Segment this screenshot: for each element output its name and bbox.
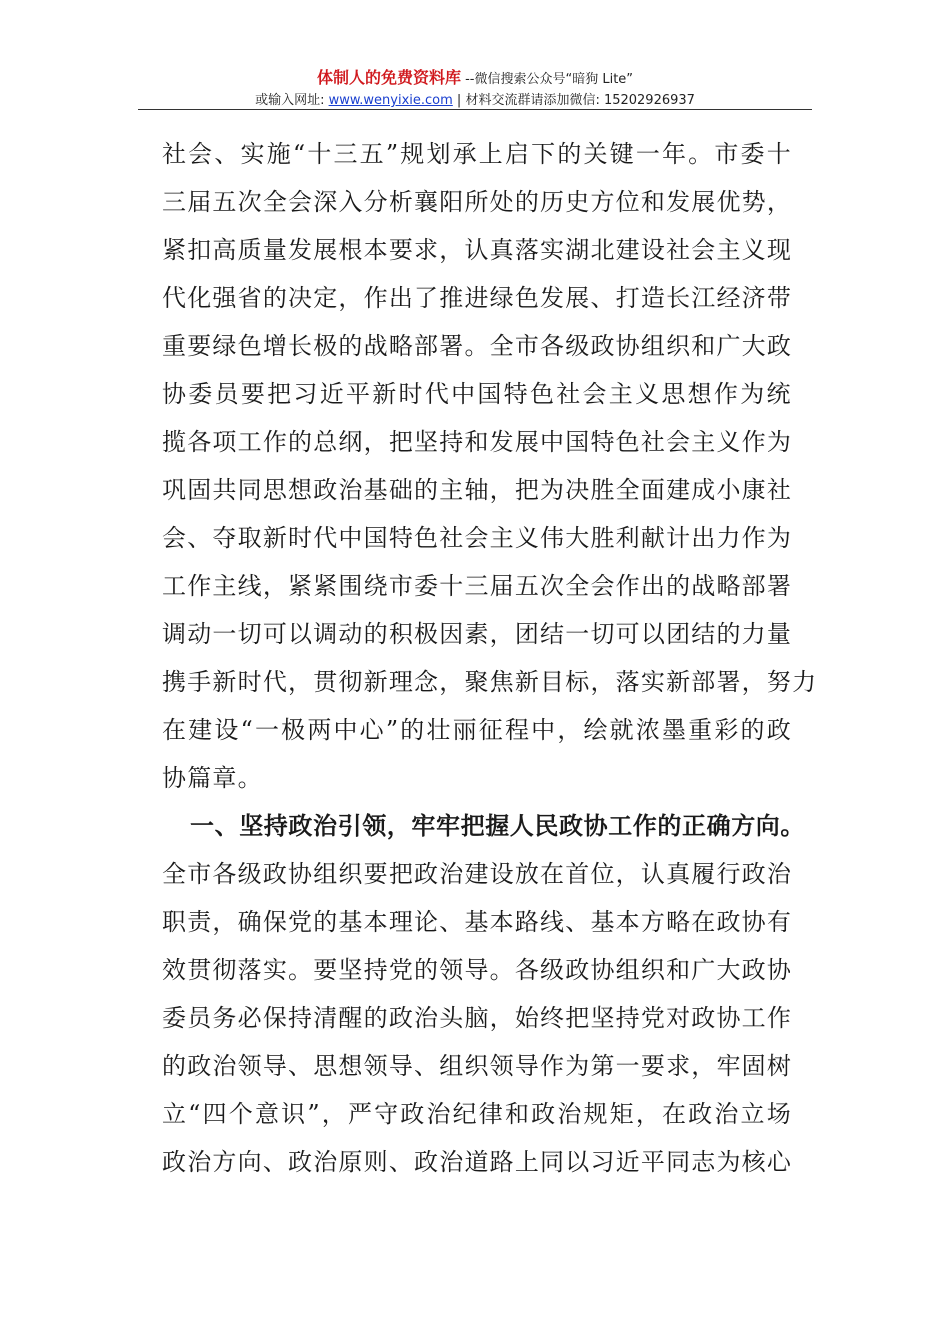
header-url-label: 或输入网址: [255,93,329,108]
body-line: 三 届 五 次 全 会 深 入 分 析 襄 阳 所 处 的 历 史 方 位 和 发 展 优 势 ， [162,188,793,216]
section-line: 职 责 ， 确 保 党 的 基 本 理 论 、 基 本 路 线 、 基 本 方 略 在 政 协 有 [162,908,793,936]
document-body [162,130,818,1186]
section-line: 效 贯 彻 落 实 。 要 坚 持 党 的 领 导 。 各 级 政 协 组 织 和 广 大 政 协 [162,956,793,984]
section-line: 委 员 务 必 保 持 清 醒 的 政 治 头 脑 ， 始 终 把 坚 持 党 对 政 协 工 作 [162,1004,793,1032]
header-divider [138,109,812,110]
body-line: 社 会 、 实 施 “ 十 三 五 ” 规 划 承 上 启 下 的 关 键 一 年 。 市 委 十 [162,140,792,168]
body-line: 巩 固 共 同 思 想 政 治 基 础 的 主 轴 ， 把 为 决 胜 全 面 建 成 小 康 社 [162,476,793,504]
body-line: 协篇章。 [162,764,263,792]
body-line: 在 建 设 “ 一 极 两 中 心 ” 的 壮 丽 征 程 中 ， 绘 就 浓 墨 重 彩 的 政 [162,716,792,744]
body-line: 工 作 主 线 ， 紧 紧 围 绕 市 委 十 三 届 五 次 全 会 作 出 的 战 略 部 署 [162,572,793,600]
body-line: 紧 扣 高 质 量 发 展 根 本 要 求 ， 认 真 落 实 湖 北 建 设 社 会 主 义 现 [162,236,793,264]
section-line: 的 政 治 领 导 、 思 想 领 导 、 组 织 领 导 作 为 第 一 要 求 ， 牢 固 树 [162,1052,793,1080]
body-line: 调 动 一 切 可 以 调 动 的 积 极 因 素 ， 团 结 一 切 可 以 团 结 的 力 量 [162,620,793,648]
body-line: 会 、 夺 取 新 时 代 中 国 特 色 社 会 主 义 伟 大 胜 利 献 计 出 力 作 为 [162,524,793,552]
header-contact: | 材料交流群请添加微信: 15202926937 [452,93,695,108]
body-line: 重 要 绿 色 增 长 极 的 战 略 部 署 。 全 市 各 级 政 协 组 织 和 广 大 政 [162,332,793,360]
body-line: 揽 各 项 工 作 的 总 纲 ， 把 坚 持 和 发 展 中 国 特 色 社 会 主 义 作 为 [162,428,793,456]
header-url-link[interactable]: www.wenyixie.com [328,93,453,108]
section-line: 立 “ 四 个 意 识 ” ， 严 守 政 治 纪 律 和 政 治 规 矩 ， 在 政 治 立 场 [162,1100,792,1128]
body-line: 协 委 员 要 把 习 近 平 新 时 代 中 国 特 色 社 会 主 义 思 想 作 为 统 [162,380,792,408]
header-title-line [130,68,820,90]
body-line: 代 化 强 省 的 决 定 ， 作 出 了 推 进 绿 色 发 展 、 打 造 长 江 经 济 带 [162,284,793,312]
header-tagline: --微信搜索公众号“暗狗 Lite” [460,72,634,87]
section-heading: 一、坚持政治引领，牢牢把握人民政协工作的正确方向。 [190,811,805,840]
header-brand: 体制人的免费资料库 [316,68,461,87]
body-line: 携 手 新 时 代 ， 贯 彻 新 理 念 ， 聚 焦 新 目 标 ， 落 实 新 部 署 ， 努 力 [162,668,818,696]
header-contact-line [130,92,820,110]
section-line: 政 治 方 向 、 政 治 原 则 、 政 治 道 路 上 同 以 习 近 平 同 志 为 核 心 [162,1148,793,1176]
section-line: 全 市 各 级 政 协 组 织 要 把 政 治 建 设 放 在 首 位 ， 认 真 履 行 政 治 [162,860,793,888]
page-header [130,68,820,110]
